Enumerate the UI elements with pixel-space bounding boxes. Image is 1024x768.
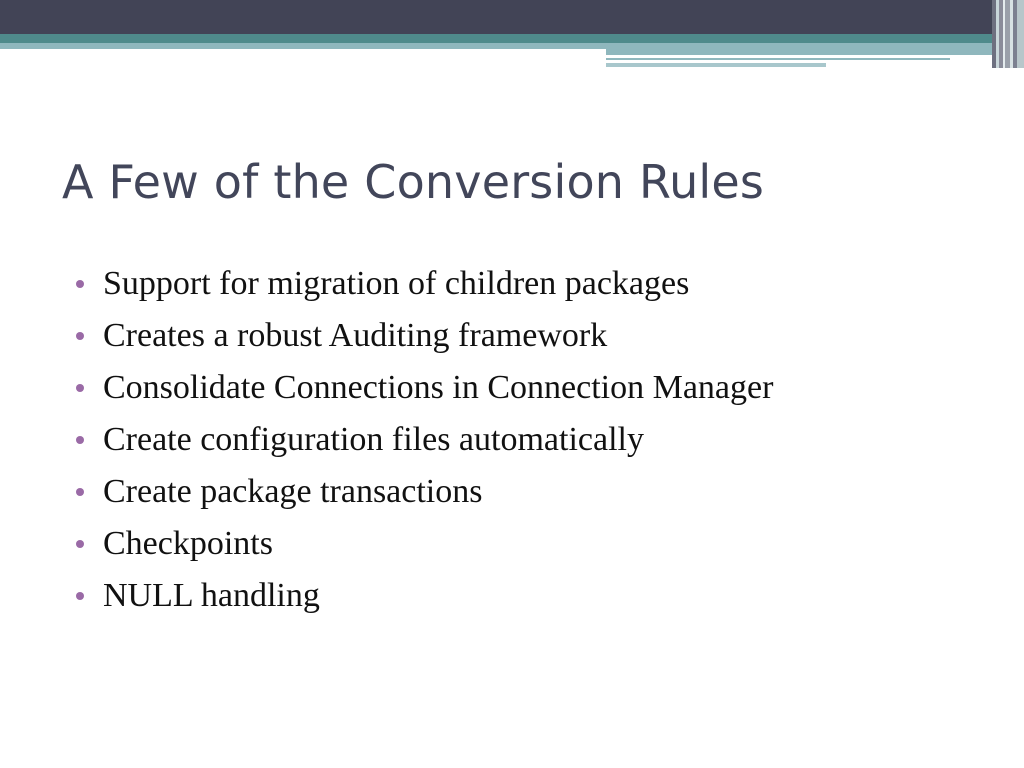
header-corner-stripes: [992, 0, 1024, 68]
slide-title: A Few of the Conversion Rules: [62, 155, 765, 209]
bullet-text: Support for migration of children packages: [103, 265, 690, 302]
bullet-item: [76, 362, 773, 414]
bullet-item: [76, 466, 773, 518]
bullet-item: [76, 310, 773, 362]
bullet-item: [76, 258, 773, 310]
bullet-text: Create configuration files automatically: [103, 421, 644, 458]
bullet-dot-icon: [76, 332, 84, 340]
bullet-dot-icon: [76, 488, 84, 496]
bullet-text: NULL handling: [103, 577, 320, 614]
header-accent-line: [606, 63, 826, 67]
bullet-dot-icon: [76, 540, 84, 548]
header-accent-line: [606, 58, 950, 60]
header-band-dark: [0, 0, 1024, 34]
bullet-item: [76, 570, 773, 622]
bullet-text: Consolidate Connections in Connection Manager: [103, 369, 774, 406]
bullet-text: Checkpoints: [103, 525, 273, 562]
bullet-text: Creates a robust Auditing framework: [103, 317, 608, 354]
header-band-step: [606, 43, 1024, 55]
bullet-item: [76, 518, 773, 570]
bullet-item: [76, 414, 773, 466]
bullet-dot-icon: [76, 280, 84, 288]
bullet-dot-icon: [76, 592, 84, 600]
header-band-teal: [0, 34, 1024, 43]
header-band-light: [0, 43, 606, 49]
bullet-dot-icon: [76, 384, 84, 392]
bullet-dot-icon: [76, 436, 84, 444]
bullet-list: [76, 258, 773, 622]
bullet-text: Create package transactions: [103, 473, 483, 510]
